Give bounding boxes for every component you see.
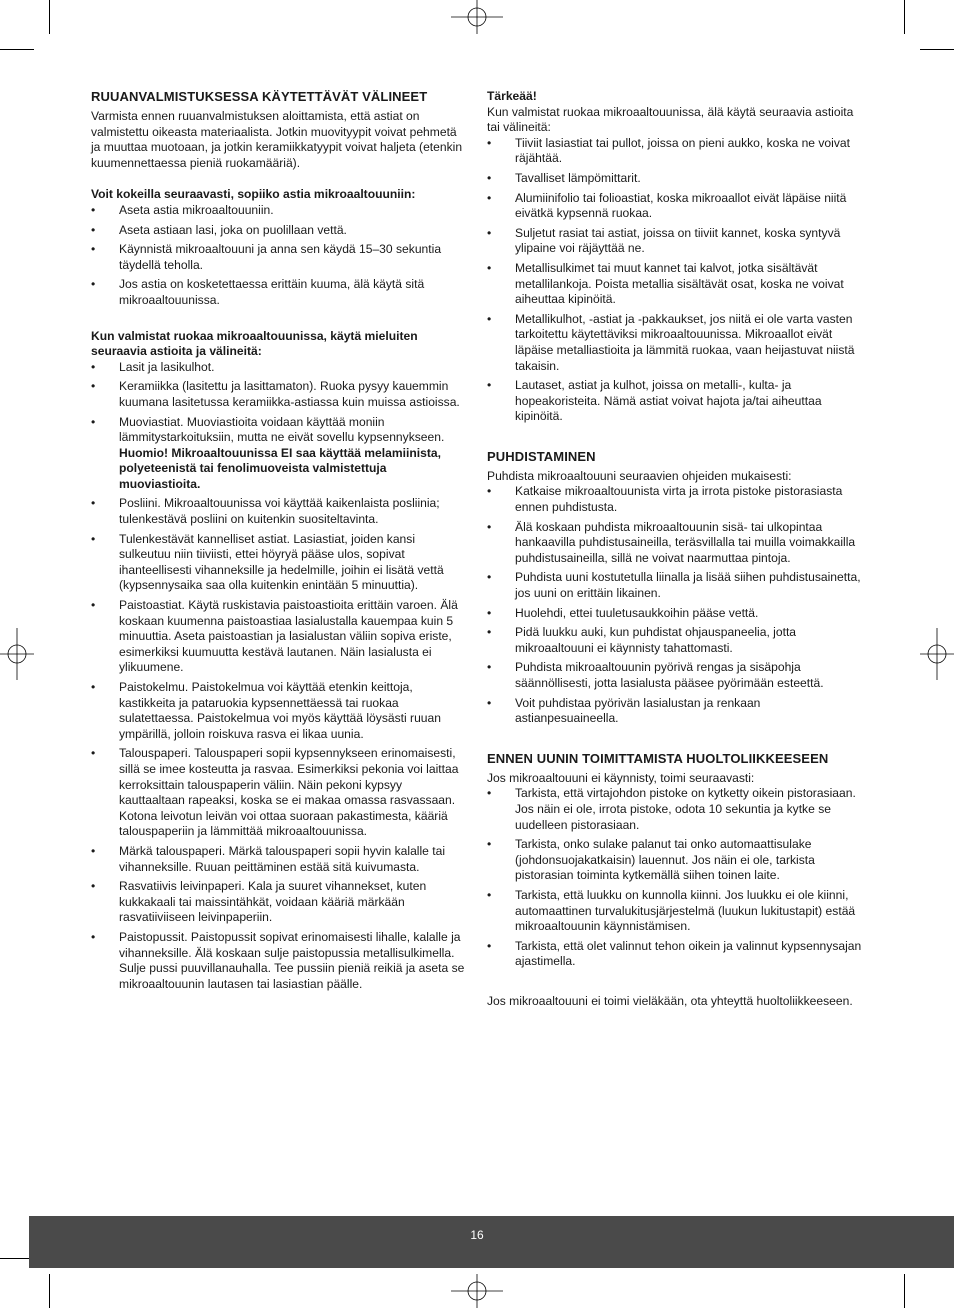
important-heading: Tärkeää! xyxy=(487,89,537,103)
list-item: • Märkä talouspaperi. Märkä talouspaperi sopii hyvin kalalle tai vihanneksille. Ruuan peittäminen estää sitä kuivumasta. xyxy=(91,844,466,875)
recommended-list xyxy=(91,360,466,993)
section-title: RUUANVALMISTUKSESSA KÄYTETTÄVÄT VÄLINEET xyxy=(91,89,428,104)
list-item xyxy=(91,415,466,493)
list-item: • Suljetut rasiat tai astiat, joissa on tiiviit kannet, koska syntyvä ylipaine voi räjäyttää ne. xyxy=(487,226,865,257)
list-item: • Paistopussit. Paistopussit sopivat erinomaisesti lihalle, kalalle ja vihanneksille. Älä koskaan sulje paistopussia metallisulkimella. Sulje pussi puuvillanauhalla. Tee pussiin pieniä reikiä ja aseta se mikroaaltouunin lautasen tai lasiastian päälle. xyxy=(91,930,466,992)
list-item: • Tarkista, että virtajohdon pistoke on kytketty oikein pistorasiaan. Jos näin ei ole, irrota pistoke, odota 10 sekuntia ja kytke se uudelleen pistorasiaan. xyxy=(487,786,865,833)
list-item: • Paistoastiat. Käytä ruskistavia paistoastioita erittäin varoen. Älä koskaan kuumenna paistoastiaa lasialustalla kauempaa kuin 5 minuuttia. Aseta paistoastian ja lasialustan väliin sopiva eriste, esimerkiksi kuumuutta kestävä lautanen. Näin lasialusta ei ylikuumene. xyxy=(91,598,466,676)
crop-mark xyxy=(904,0,905,34)
service-intro: Jos mikroaaltouuni ei käynnisty, toimi seuraavasti: xyxy=(487,770,755,785)
left-column xyxy=(91,89,466,996)
list-item: • Voit puhdistaa pyörivän lasialustan ja renkaan astianpesuaineella. xyxy=(487,696,865,727)
cleaning-intro: Puhdista mikroaaltouuni seuraavien ohjeiden mukaisesti: xyxy=(487,468,792,483)
list-item: • Jos astia on kosketettaessa erittäin kuuma, älä käytä sitä mikroaaltouunissa. xyxy=(91,277,466,308)
list-item: • Alumiinifolio tai folioastiat, koska mikroaallot eivät läpäise niitä eivätkä kypsennä ruokaa. xyxy=(487,191,865,222)
list-item: • Rasvatiivis leivinpaperi. Kala ja suuret vihannekset, kuten kukkakaali tai maissintähkät, voidaan kääriä märkään rasvatiiviiseen leivinpaperiin. xyxy=(91,879,466,926)
list-item: • Keramiikka (lasitettu ja lasittamaton). Ruoka pysyy kauemmin kuumana lasitetussa keramiikka-astiassa kuin muissa astioissa. xyxy=(91,379,466,410)
list-item: • Tiiviit lasiastiat tai pullot, joissa on pieni aukko, koska ne voivat räjähtää. xyxy=(487,136,865,167)
list-item: • Tarkista, onko sulake palanut tai onko automaattisulake (johdonsuojakatkaisin) lauennut. Jos näin ei ole, tarkista pistorasian toiminta kytkemällä siihen toinen laite. xyxy=(487,837,865,884)
list-item: • Metallikulhot, -astiat ja -pakkaukset, jos niitä ei ole varta vasten tarkoitettu käytettäviksi mikroaaltouunissa. Mikroaallot eivät läpäise metalliastioita ja lämmitä ruokaa, vaan heijastuvat niistä takaisin. xyxy=(487,312,865,374)
registration-mark-right xyxy=(918,624,954,684)
list-item: • Tarkista, että olet valinnut tehon oikein ja valinnut kypsennysajan ajastimella. xyxy=(487,939,865,970)
service-title: ENNEN UUNIN TOIMITTAMISTA HUOLTOLIIKKEESEEN xyxy=(487,750,829,766)
service-outro: Jos mikroaaltouuni ei toimi vieläkään, ota yhteyttä huoltoliikkeeseen. xyxy=(487,993,853,1008)
list-item: • Huolehdi, ettei tuuletusaukkoihin pääse vettä. xyxy=(487,606,865,622)
list-item: • Puhdista mikroaaltouunin pyörivä rengas ja sisäpohja säännöllisesti, jotta lasialusta pääsee pyörimään esteettä. xyxy=(487,660,865,691)
crop-mark xyxy=(0,49,34,50)
page-footer xyxy=(29,1216,954,1268)
list-item: • Tavalliset lämpömittarit. xyxy=(487,171,865,187)
list-item: • Puhdista uuni kostutetulla liinalla ja lisää siihen puhdistusainetta, jos uuni on erittäin likainen. xyxy=(487,570,865,601)
list-item: • Paistokelmu. Paistokelmua voi käyttää etenkin keittoja, kastikkeita ja pataruokia kypsennettäessä tai ruokaa sulatettaessa. Paistokelmua voi myös käyttää löysästi ruuan ympärillä, jolloin roiskuva rasva ei likaa uunia. xyxy=(91,680,466,742)
cleaning-title: PUHDISTAMINEN xyxy=(487,448,596,464)
service-list xyxy=(487,786,865,970)
list-item: • Lasit ja lasikulhot. xyxy=(91,360,466,376)
recommended-heading: Kun valmistat ruokaa mikroaaltouunissa, käytä mieluiten seuraavia astioita ja välineitä: xyxy=(91,328,418,359)
important-intro: Kun valmistat ruokaa mikroaaltouunissa, älä käytä seuraavia astioita tai välineitä: xyxy=(487,104,854,135)
plastic-warning: Huomio! Mikroaaltouunissa EI saa käyttää melamiinista, polyeteenistä tai fenolimuoveista valmistettuja muoviastioita. xyxy=(119,445,441,491)
crop-mark xyxy=(49,0,50,34)
section-intro: Varmista ennen ruuanvalmistuksen aloittamista, että astiat on valmistettu oikeasta materiaalista. Jotkin muovityypit voivat pehmetä ja muuttaa muotoaan, ja jotkin keramiikkatyypit voivat haljeta (etenkin kuumennettaessa pieniä ruokamääriä). xyxy=(91,109,463,170)
list-item: • Aseta astia mikroaaltouuniin. xyxy=(91,203,466,219)
list-item: • Lautaset, astiat ja kulhot, joissa on metalli-, kulta- ja hopeakoristeita. Nämä astiat voivat hajota ja/tai aiheuttaa kipinöitä. xyxy=(487,378,865,425)
registration-mark-left xyxy=(0,624,36,684)
crop-mark xyxy=(0,1258,29,1259)
plastic-text: Muoviastiat. Muoviastioita voidaan käyttää moniin lämmitystarkoituksiin, mutta ne eivät sovellu kypsennykseen. xyxy=(119,414,445,445)
list-item: • Katkaise mikroaaltouunista virta ja irrota pistoke pistorasiasta ennen puhdistusta. xyxy=(487,484,865,515)
list-item: • Posliini. Mikroaaltouunissa voi käyttää kaikenlaista posliinia; tulenkestävä posliini on kuitenkin suositeltavinta. xyxy=(91,496,466,527)
list-item: • Tarkista, että luukku on kunnolla kiinni. Jos luukku ei ole kiinni, automaattinen turvalukitusjärjestelmä (luukun lukitustapit) estää mikroaaltouunin käynnistämisen. xyxy=(487,888,865,935)
right-column xyxy=(487,89,865,1010)
crop-mark xyxy=(920,49,954,50)
list-item: • Käynnistä mikroaaltouuni ja anna sen käydä 15–30 sekuntia täydellä teholla. xyxy=(91,242,466,273)
registration-mark-bottom xyxy=(447,1272,507,1308)
list-item: • Pidä luukku auki, kun puhdistat ohjauspaneelia, jotta mikroaaltouuni ei käynnisty tahattomasti. xyxy=(487,625,865,656)
list-item: • Älä koskaan puhdista mikroaaltouunin sisä- tai ulkopintaa hankaavilla puhdistusaineilla, teräsvillalla tai muilla voimakkailla puhdistusaineilla, sillä ne voivat naarmuttaa pintoja. xyxy=(487,520,865,567)
test-steps-list xyxy=(91,203,466,309)
page-number: 16 xyxy=(470,1228,484,1242)
cleaning-list xyxy=(487,484,865,726)
test-heading: Voit kokeilla seuraavasti, sopiiko astia mikroaaltouuniin: xyxy=(91,187,416,202)
avoid-list xyxy=(487,136,865,425)
list-item: • Tulenkestävät kannelliset astiat. Lasiastiat, joiden kansi sulkeutuu niin tiiviisti, ettei höyryä pääse ulos, sopivat ihanteellisesti vihanneksille ja hedelmille, joihin ei lisätä vettä (kypsennysaika saa olla kuitenkin enintään 5 minuuttia). xyxy=(91,532,466,594)
list-item: • Aseta astiaan lasi, joka on puolillaan vettä. xyxy=(91,223,466,239)
crop-mark xyxy=(49,1274,50,1308)
list-item: • Metallisulkimet tai muut kannet tai kalvot, jotka sisältävät metallilankoja. Poista metallia sisältävät osat, koska ne voivat aiheuttaa kipinöitä. xyxy=(487,261,865,308)
crop-mark xyxy=(904,1274,905,1308)
list-item: • Talouspaperi. Talouspaperi sopii kypsennykseen erinomaisesti, sillä se imee kosteutta ja rasvaa. Esimerkiksi pekonia voi laittaa kerroksittain talouspaperin väliin. Näin pekoni kypsyy kauttaaltaan rapeaksi, koska se ei makaa omassa rasvassaan. Kotona leivotun leivän voi ottaa suoraan pakastimesta, kääriä talouspaperiin ja lämmittää mikroaaltouunissa. xyxy=(91,746,466,840)
registration-mark-top xyxy=(447,0,507,36)
